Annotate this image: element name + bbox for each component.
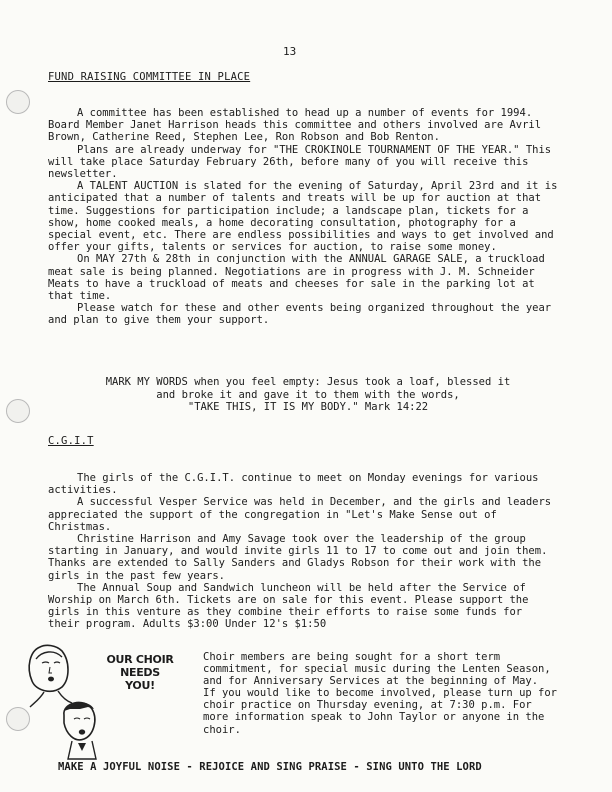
choir-sign-line: NEEDS	[120, 666, 160, 679]
punch-hole-middle	[6, 399, 30, 423]
choir-paragraph: Choir members are being sought for a short term commitment, for special music during the Lenten Season, and for Anniversary Services at the beginning of May.	[203, 651, 551, 688]
choir-sign-line: YOU!	[125, 679, 155, 692]
our-choir-needs-you-sign	[100, 653, 180, 692]
fundraising-paragraph: Plans are already underway for "THE CROKINOLE TOURNAMENT OF THE YEAR." This will take place Saturday February 26th, before many of you will receive this newsletter.	[48, 143, 552, 181]
quote-line: MARK MY WORDS when you feel empty: Jesus took a loaf, blessed it	[105, 376, 511, 388]
fundraising-heading: FUND RAISING COMMITTEE IN PLACE	[48, 71, 251, 83]
choir-sign-line: OUR CHOIR	[106, 653, 174, 666]
fundraising-paragraph: On MAY 27th & 28th in conjunction with the ANNUAL GARAGE SALE, a truckload meat sale is being planned. Negotiations are in progress with J. M. Schneider Meats to have a truckload of meats and cheeses for sale in the parking lot at that time.	[48, 253, 545, 303]
fundraising-paragraph: A TALENT AUCTION is slated for the evening of Saturday, April 23rd and it is anticipated that a number of talents and treats will be up for auction at that time. Suggestions for participation include; a landscape plan, tickets for a show, home cooked meals, a home decorating consultation, photography for a special event, etc. There are endless possibilities and ways to get involved and offer your gifts, talents or services for auction, to raise some money.	[48, 180, 558, 254]
quote-line: "TAKE THIS, IT IS MY BODY." Mark 14:22	[187, 401, 429, 413]
cgit-paragraph: The Annual Soup and Sandwich luncheon will be held after the Service of Worship on March 6th. Tickets are on sale for this event. Please support the girls in this venture as they combine their efforts to raise some funds for their program. Adults $3:00 Under 12's $1:50	[48, 581, 529, 631]
fundraising-paragraph: Please watch for these and other events being organized throughout the year and plan to give them your support.	[48, 302, 552, 327]
choir-singers-icon	[22, 637, 112, 767]
cgit-paragraph: A successful Vesper Service was held in December, and the girls and leaders appreciated the support of the congregation in "Let's Make Sense out of Christmas.	[48, 496, 552, 533]
cgit-paragraph: The girls of the C.G.I.T. continue to meet on Monday evenings for various activities.	[48, 472, 539, 497]
fundraising-body	[48, 107, 558, 327]
punch-hole-top	[6, 90, 30, 114]
cgit-body	[48, 472, 558, 631]
page-number: 13	[283, 45, 297, 58]
footer-slogan: MAKE A JOYFUL NOISE - REJOICE AND SING PRAISE - SING UNTO THE LORD	[58, 761, 482, 773]
cgit-heading: C.G.I.T	[48, 435, 94, 447]
scripture-quote	[48, 376, 568, 414]
quote-line: and broke it and gave it to them with the words,	[156, 388, 460, 401]
choir-paragraph: If you would like to become involved, please turn up for choir practice on Thursday evening, at 7:30 p.m. For more information speak to John Taylor or anyone in the choir.	[203, 687, 558, 736]
choir-body	[203, 651, 563, 736]
fundraising-paragraph: A committee has been established to head up a number of events for 1994. Board Member Janet Harrison heads this committee and others involved are Avril Brown, Catherine Reed, Stephen Lee, Ron Robson and Bob Renton.	[48, 107, 542, 144]
cgit-paragraph: Christine Harrison and Amy Savage took over the leadership of the group starting in January, and would invite girls 11 to 17 to come out and join them. Thanks are extended to Sally Sanders and Gladys Robson for their work with the girls in the past few years.	[48, 533, 548, 582]
